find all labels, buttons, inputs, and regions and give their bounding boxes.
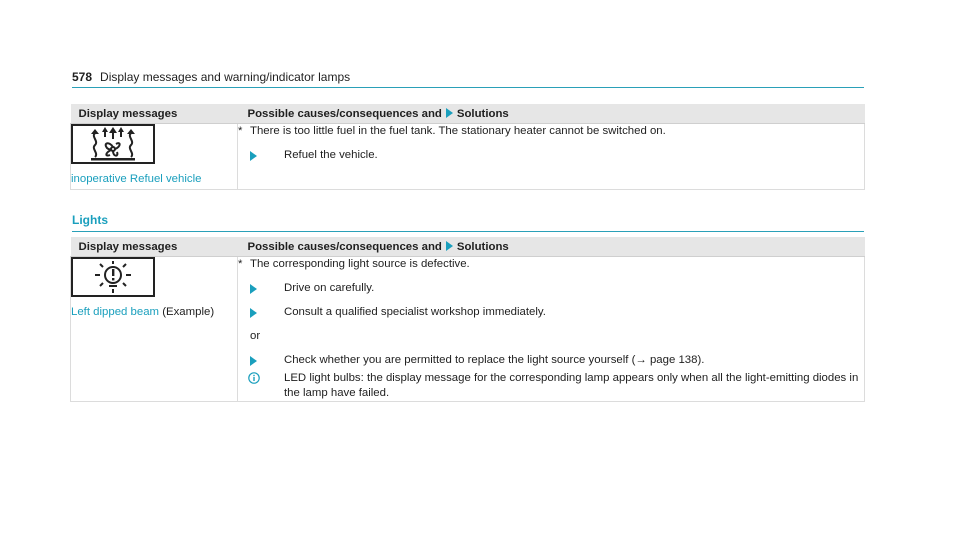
info-icon [248, 372, 260, 389]
section-title-lights: Lights [72, 213, 108, 227]
lamp-fault-icon [71, 257, 155, 297]
page-header [72, 70, 864, 84]
action-arrow-icon [250, 151, 257, 161]
col-header-causes: Possible causes/consequences and Solutions [238, 237, 865, 257]
cause-item: * The corresponding light source is defective. [238, 258, 470, 270]
action-item: Drive on carefully. [238, 281, 864, 296]
action-arrow-icon [250, 284, 257, 294]
col-header-causes: Possible causes/consequences and Solutions [238, 104, 865, 124]
left-dipped-beam-link[interactable]: Left dipped beam [71, 306, 160, 318]
header-rule [72, 87, 864, 88]
display-message-cell [71, 257, 238, 402]
action-arrow-icon [250, 308, 257, 318]
page-ref-arrow-icon: → [635, 354, 650, 366]
display-message-cell [71, 124, 238, 190]
lamp-caption: Left dipped beam (Example) [71, 306, 215, 318]
cause-item: * There is too little fuel in the fuel tank. The stationary heater cannot be switched on. [238, 125, 666, 137]
lights-message-table [70, 237, 865, 402]
solution-arrow-icon [446, 108, 453, 118]
solution-arrow-icon [446, 241, 453, 251]
causes-cell [238, 124, 865, 190]
action-item: Refuel the vehicle. [238, 148, 864, 163]
page-number: 578 [72, 70, 93, 84]
heater-message-table [70, 104, 865, 190]
or-text: or [250, 330, 261, 342]
col-header-display-messages: Display messages [71, 104, 238, 124]
action-item: Consult a qualified specialist workshop immediately. [238, 305, 864, 320]
action-arrow-icon [250, 356, 257, 366]
heater-caption[interactable]: inoperative Refuel vehicle [71, 173, 202, 185]
section-rule [72, 231, 864, 232]
action-item: Check whether you are permitted to replace the light source yourself (→ page 138). [238, 353, 864, 368]
page-title: Display messages and warning/indicator lamps [100, 70, 351, 84]
note-item: LED light bulbs: the display message for the corresponding lamp appears only when all the light-emitting diodes in the lamp have failed. [238, 371, 864, 401]
heater-fan-icon [71, 124, 155, 164]
col-header-display-messages: Display messages [71, 237, 238, 257]
page-reference[interactable]: page 138 [649, 354, 698, 366]
causes-cell [238, 257, 865, 402]
